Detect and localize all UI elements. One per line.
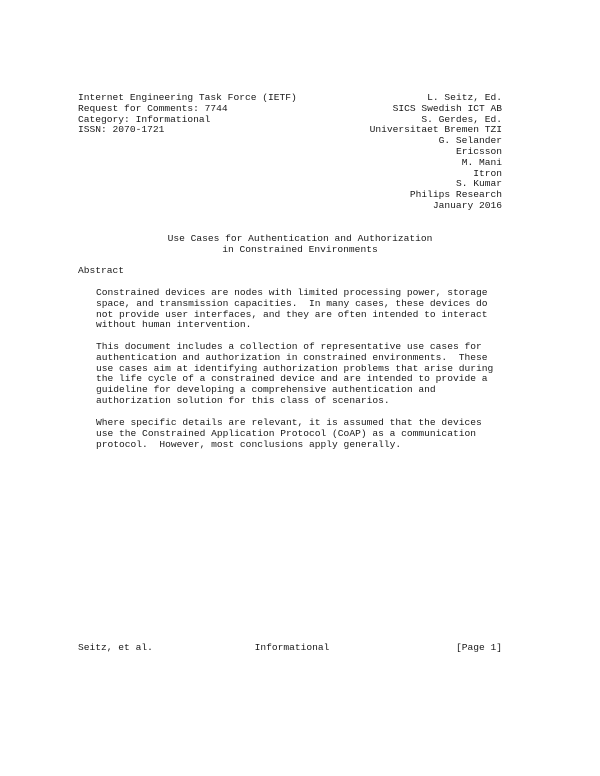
- author-line: Universitaet Bremen TZI: [369, 124, 502, 136]
- paragraph-line: not provide user interfaces, and they are often intended to interact: [96, 308, 488, 320]
- paragraph-line: Where specific details are relevant, it is assumed that the devices: [96, 417, 482, 428]
- paragraph-line: protocol. However, most conclusions apply generally.: [96, 438, 402, 450]
- abstract-paragraph-3: [96, 418, 516, 450]
- footer-category: Informational: [254, 642, 330, 653]
- paragraph-line: use cases aim at identifying authorization problems that arise during: [96, 362, 494, 374]
- abstract-paragraph-2: [96, 342, 516, 407]
- header-right-block: [300, 93, 502, 212]
- page-number: [Page 1]: [455, 642, 502, 653]
- abstract-heading: Abstract: [78, 265, 125, 276]
- header-left-block: [78, 93, 338, 136]
- author-line: M. Mani: [461, 156, 502, 168]
- paragraph-line: Constrained devices are nodes with limited processing power, storage: [96, 287, 488, 298]
- title-line-2: in Constrained Environments: [222, 243, 378, 255]
- title-line-1: Use Cases for Authentication and Authorization: [167, 233, 433, 244]
- header-left-line: Request for Comments: 7744: [78, 102, 228, 114]
- document-title: [60, 234, 540, 256]
- paragraph-line: without human intervention.: [96, 319, 252, 331]
- abstract-paragraph-1: [96, 288, 516, 331]
- paragraph-line: the life cycle of a constrained device and are intended to provide a: [96, 373, 488, 385]
- header-left-line: ISSN: 2070-1721: [78, 124, 165, 136]
- header-left-line: Category: Informational: [78, 113, 211, 125]
- author-line: S. Kumar: [455, 178, 502, 190]
- author-line: L. Seitz, Ed.: [427, 92, 502, 103]
- paragraph-line: space, and transmission capacities. In many cases, these devices do: [96, 297, 488, 309]
- paragraph-line: authorization solution for this class of scenarios.: [96, 394, 390, 406]
- paragraph-line: guideline for developing a comprehensive authentication and: [96, 384, 436, 396]
- author-line: Itron: [473, 167, 502, 179]
- footer-authors: Seitz, et al.: [78, 642, 153, 653]
- author-line: Ericsson: [455, 145, 502, 157]
- paragraph-line: This document includes a collection of representative use cases for: [96, 341, 482, 352]
- author-line: Philips Research: [409, 189, 502, 201]
- author-line: G. Selander: [438, 135, 502, 147]
- author-line: SICS Swedish ICT AB: [392, 102, 502, 114]
- paragraph-line: use the Constrained Application Protocol (CoAP) as a communication: [96, 427, 476, 439]
- date-line: January 2016: [432, 199, 502, 211]
- paragraph-line: authentication and authorization in constrained environments. These: [96, 351, 488, 363]
- header-left-line: Internet Engineering Task Force (IETF): [78, 92, 297, 103]
- author-line: S. Gerdes, Ed.: [421, 113, 502, 125]
